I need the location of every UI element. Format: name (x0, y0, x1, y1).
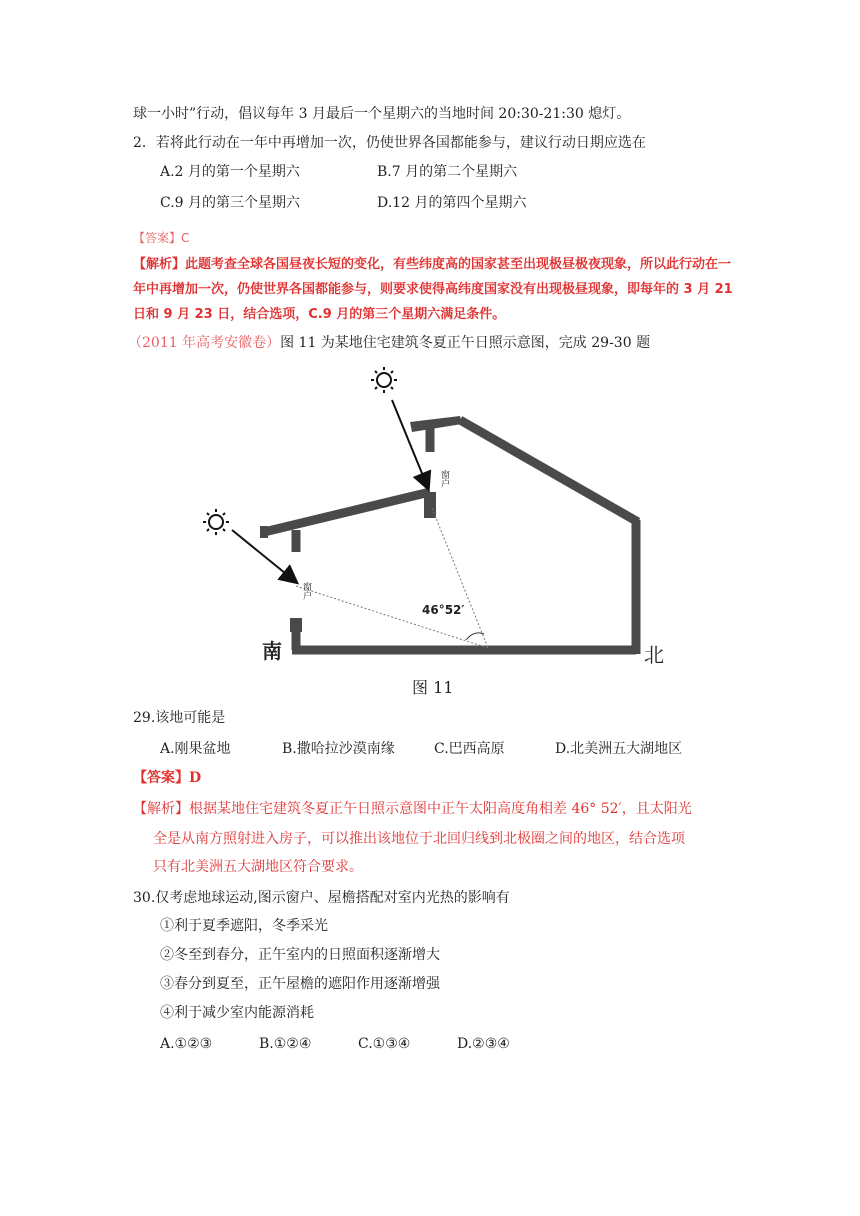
q29-answer: 【答案】D (133, 770, 202, 786)
lower-ledge (290, 618, 302, 632)
summer-sun-icon (371, 367, 397, 393)
winter-sun-icon (203, 509, 229, 535)
q2-answer-label: 【答案】 (133, 231, 182, 245)
q2-analysis-line-1: 【解析】此题考查全球各国昼夜长短的变化，有些纬度高的国家甚至出现极昼极夜现象，所以此行动在一 (133, 257, 732, 272)
q2-analysis-line-3: 日和 9 月 23 日，结合选项，C.9 月的第三个星期六满足条件。 (133, 307, 506, 322)
source-citation: （2011 年高考安徽卷） (128, 335, 281, 351)
q29-option-a: A.刚果盆地 (160, 741, 231, 757)
angle-arc (466, 633, 484, 640)
q29-analysis-line-1: 【解析】根据某地住宅建筑冬夏正午日照示意图中正午太阳高度角相差 46° 52′，且太阳光 (133, 801, 692, 817)
q30-item-1: ①利于夏季遮阳，冬季采光 (160, 918, 328, 934)
q30-item-2: ②冬至到春分，正午室内的日照面积逐渐增大 (160, 947, 440, 963)
q30-item-3: ③春分到夏至，正午屋檐的遮阳作用逐渐增强 (160, 976, 440, 992)
figure-11-diagram (0, 360, 860, 690)
q30-item-4: ④利于减少室内能源消耗 (160, 1005, 314, 1021)
upper-eave (410, 416, 462, 432)
q29-option-d: D.北美洲五大湖地区 (555, 741, 683, 757)
q2-answer-value: C (181, 231, 190, 245)
q2-stem: 2．若将此行动在一年中再增加一次，仍使世界各国都能参与，建议行动日期应选在 (133, 135, 646, 151)
roof-high (460, 420, 638, 522)
q2-analysis-line-2: 年中再增加一次，仍使世界各国都能参与，则要求使得高纬度国家没有出现极昼现象，即每年的 3 月 21 (133, 282, 733, 297)
source-intro (128, 333, 650, 353)
north-label: 北 (644, 643, 664, 667)
q30-stem: 30.仅考虑地球运动,图示窗户、屋檐搭配对室内光热的影响有 (133, 890, 510, 906)
source-description: 图 11 为某地住宅建筑冬夏正午日照示意图，完成 29-30 题 (280, 335, 651, 351)
q30-option-d: D.②③④ (457, 1036, 510, 1052)
q2-option-c: C.9 月的第三个星期六 (160, 195, 301, 211)
roof-cap (260, 526, 268, 538)
window-label-left: 窗户 (301, 582, 311, 600)
intro-text: 球一小时”行动，倡议每年 3 月最后一个星期六的当地时间 20:30-21:30 熄灯。 (133, 106, 631, 122)
window-label-top: 窗户 (439, 470, 449, 488)
winter-ray-dotted (296, 586, 488, 648)
q2-option-a: A.2 月的第一个星期六 (160, 164, 300, 180)
q29-stem: 29.该地可能是 (133, 710, 226, 726)
figure-caption: 图 11 (412, 678, 454, 697)
q2-option-b: B.7 月的第二个星期六 (377, 164, 518, 180)
q29-analysis-line-3: 只有北美洲五大湖地区符合要求。 (153, 859, 363, 875)
q2-answer (133, 228, 189, 248)
south-label: 南 (262, 639, 282, 663)
summer-ray-dotted (432, 508, 488, 648)
q30-option-c: C.①③④ (358, 1036, 411, 1052)
q29-option-b: B.撒哈拉沙漠南缘 (282, 741, 395, 757)
q30-option-b: B.①②④ (259, 1036, 312, 1052)
summer-sun-ray (392, 400, 428, 488)
q29-analysis-line-2: 全是从南方照射进入房子，可以推出该地位于北回归线到北极圈之间的地区，结合选项 (153, 831, 685, 847)
q2-option-d: D.12 月的第四个星期六 (377, 195, 527, 211)
angle-label: 46°52′ (422, 603, 465, 617)
roof-low (264, 492, 430, 532)
q30-option-a: A.①②③ (160, 1036, 213, 1052)
upper-ledge (424, 492, 436, 518)
q29-option-c: C.巴西高原 (434, 741, 505, 757)
